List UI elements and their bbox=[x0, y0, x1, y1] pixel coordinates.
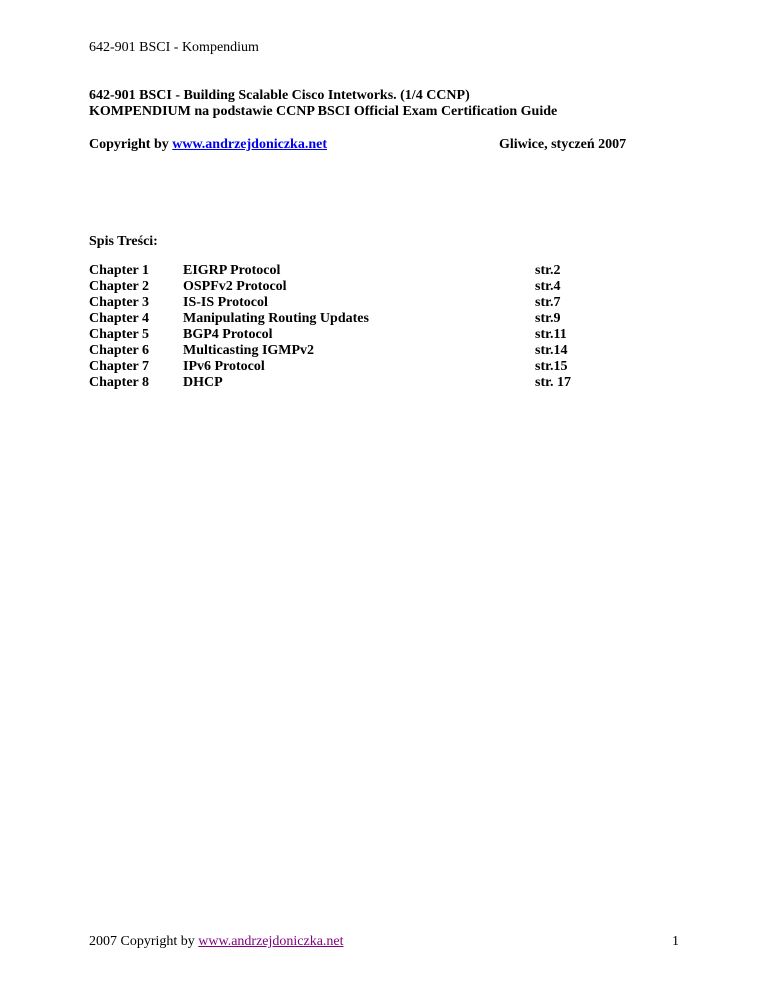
toc-title: Multicasting IGMPv2 bbox=[183, 343, 315, 358]
place-date: Gliwice, styczeń 2007 bbox=[499, 137, 627, 152]
page-number: 1 bbox=[672, 934, 679, 949]
toc-chapter: Chapter 1 bbox=[89, 263, 150, 278]
toc-chapter: Chapter 2 bbox=[89, 279, 150, 294]
toc-title: EIGRP Protocol bbox=[183, 263, 281, 278]
document-title bbox=[89, 88, 557, 120]
copyright-link[interactable]: www.andrzejdoniczka.net bbox=[172, 137, 328, 152]
toc-row bbox=[89, 295, 609, 311]
toc-page: str.15 bbox=[535, 359, 568, 374]
toc-page: str.7 bbox=[535, 295, 561, 310]
toc-row bbox=[89, 311, 609, 327]
toc-page: str.4 bbox=[535, 279, 561, 294]
toc-chapter: Chapter 8 bbox=[89, 375, 150, 390]
toc-row bbox=[89, 327, 609, 343]
toc-title: IS-IS Protocol bbox=[183, 295, 268, 310]
toc-page: str.9 bbox=[535, 311, 561, 326]
toc-page: str.14 bbox=[535, 343, 568, 358]
toc-title: BGP4 Protocol bbox=[183, 327, 273, 342]
table-of-contents bbox=[89, 263, 609, 391]
running-header: 642-901 BSCI - Kompendium bbox=[89, 40, 259, 55]
title-line-1: 642-901 BSCI - Building Scalable Cisco Intetworks. (1/4 CCNP) bbox=[89, 88, 470, 103]
toc-chapter: Chapter 3 bbox=[89, 295, 150, 310]
toc-title: OSPFv2 Protocol bbox=[183, 279, 287, 294]
page-footer bbox=[89, 934, 679, 950]
toc-row bbox=[89, 263, 609, 279]
footer-link[interactable]: www.andrzejdoniczka.net bbox=[198, 934, 344, 949]
toc-title: Manipulating Routing Updates bbox=[183, 311, 369, 326]
toc-row bbox=[89, 375, 609, 391]
toc-chapter: Chapter 6 bbox=[89, 343, 150, 358]
toc-page: str.11 bbox=[535, 327, 567, 342]
toc-row bbox=[89, 279, 609, 295]
copyright-row bbox=[89, 137, 649, 153]
toc-chapter: Chapter 4 bbox=[89, 311, 150, 326]
footer-label: 2007 Copyright by bbox=[89, 934, 199, 949]
toc-page: str.2 bbox=[535, 263, 561, 278]
title-line-2: KOMPENDIUM na podstawie CCNP BSCI Official Exam Certification Guide bbox=[89, 104, 558, 119]
toc-row bbox=[89, 343, 609, 359]
toc-chapter: Chapter 7 bbox=[89, 359, 150, 374]
toc-title: DHCP bbox=[183, 375, 223, 390]
toc-row bbox=[89, 359, 609, 375]
copyright-label: Copyright by bbox=[89, 137, 173, 152]
toc-heading: Spis Treści: bbox=[89, 234, 158, 249]
toc-chapter: Chapter 5 bbox=[89, 327, 150, 342]
toc-page: str. 17 bbox=[535, 375, 572, 390]
toc-title: IPv6 Protocol bbox=[183, 359, 265, 374]
